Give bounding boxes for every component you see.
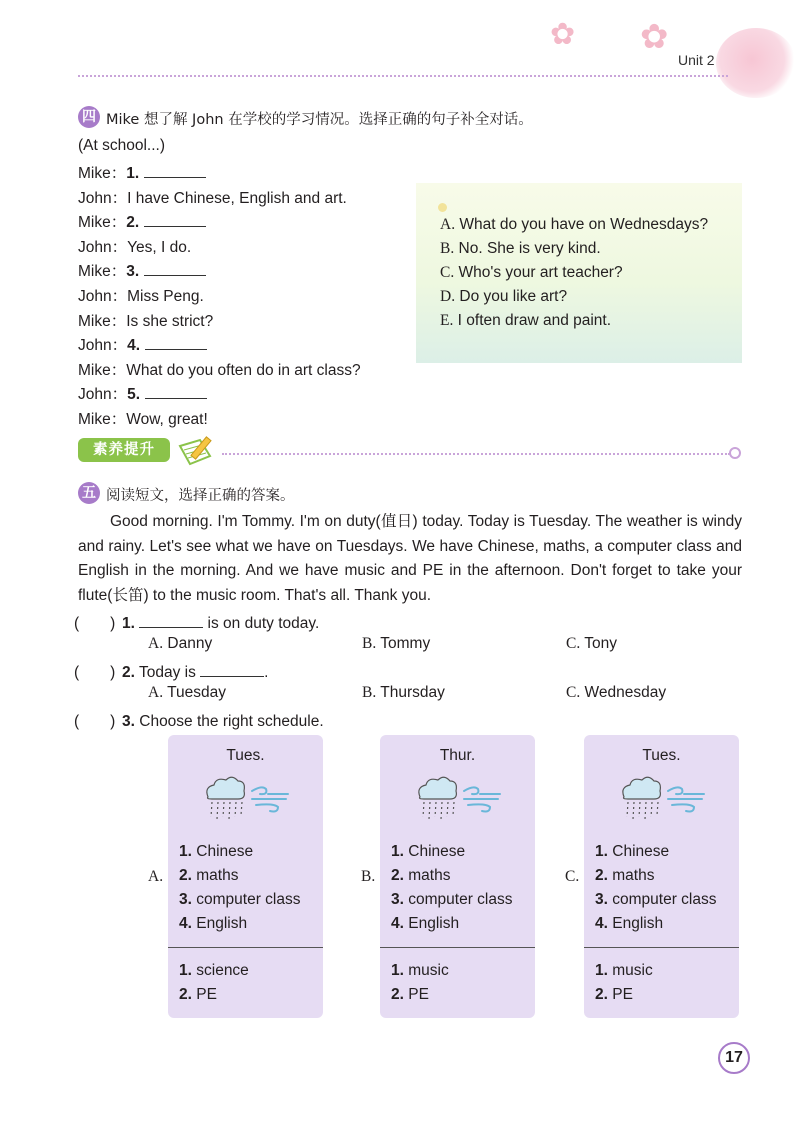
choice-item[interactable] bbox=[148, 635, 212, 653]
dialogue-line bbox=[78, 284, 204, 306]
morning-subject bbox=[179, 843, 253, 861]
dialogue-line bbox=[78, 309, 213, 331]
subject-name: computer class bbox=[408, 891, 513, 908]
choice-item[interactable] bbox=[362, 684, 445, 702]
windy-rainy-icon bbox=[414, 775, 504, 821]
subject-number: 2. bbox=[595, 986, 608, 1003]
subject-number: 4. bbox=[391, 915, 404, 932]
schedule-option-letter[interactable]: B. bbox=[361, 868, 376, 885]
morning-subject bbox=[595, 915, 663, 933]
answer-blank[interactable] bbox=[139, 614, 203, 628]
option-item bbox=[440, 264, 623, 282]
subject-number: 1. bbox=[179, 962, 192, 979]
flower-icon: ✿ bbox=[640, 18, 669, 56]
windy-rainy-icon bbox=[202, 775, 292, 821]
subject-name: English bbox=[612, 915, 664, 932]
dialogue-line bbox=[78, 382, 207, 404]
option-text: I often draw and paint. bbox=[457, 312, 612, 329]
question-row bbox=[74, 709, 324, 731]
subject-name: PE bbox=[196, 986, 217, 1003]
speaker-label: Mike： bbox=[78, 165, 127, 182]
speaker-label: Mike： bbox=[78, 312, 127, 330]
option-text: What do you have on Wednesdays? bbox=[459, 216, 709, 233]
section-title: Mike 想了解 John 在学校的学习情况。选择正确的句子补全对话。 bbox=[106, 112, 533, 128]
question-text: . bbox=[264, 664, 269, 681]
morning-subject bbox=[179, 915, 247, 933]
dialogue-text: What do you often do in art class? bbox=[126, 361, 361, 379]
choice-item[interactable] bbox=[566, 684, 666, 702]
schedule-card[interactable] bbox=[168, 735, 323, 1018]
speaker-label: John： bbox=[78, 288, 128, 305]
question-number: 3. bbox=[122, 713, 135, 730]
answer-blank[interactable] bbox=[200, 663, 264, 677]
question-number: 2. bbox=[122, 664, 135, 681]
blank-number: 2. bbox=[126, 214, 140, 232]
option-item bbox=[440, 216, 708, 234]
subject-number: 2. bbox=[595, 867, 608, 884]
subject-number: 1. bbox=[179, 843, 192, 860]
option-item bbox=[440, 312, 611, 330]
divider-end-circle bbox=[729, 447, 741, 459]
schedule-divider bbox=[168, 947, 323, 948]
subject-number: 1. bbox=[595, 843, 608, 860]
answer-blank[interactable] bbox=[144, 164, 206, 178]
option-item bbox=[440, 240, 601, 258]
dialogue-line bbox=[78, 210, 206, 232]
morning-subject bbox=[391, 915, 459, 933]
subject-name: Chinese bbox=[612, 843, 670, 860]
schedule-card[interactable] bbox=[584, 735, 739, 1018]
choice-text: Thursday bbox=[380, 684, 445, 701]
schedule-divider bbox=[380, 947, 535, 948]
question-text: Today is bbox=[138, 664, 201, 681]
choice-item[interactable] bbox=[148, 684, 226, 702]
afternoon-subject bbox=[179, 986, 217, 1004]
subject-number: 3. bbox=[391, 891, 404, 908]
subject-name: English bbox=[196, 915, 248, 932]
speaker-label: John： bbox=[78, 337, 128, 355]
option-item bbox=[440, 288, 567, 306]
subject-number: 2. bbox=[179, 986, 192, 1003]
reading-passage bbox=[78, 510, 742, 608]
morning-subject bbox=[391, 867, 450, 885]
morning-subject bbox=[179, 867, 238, 885]
answer-blank[interactable] bbox=[145, 385, 207, 399]
choice-letter: A. bbox=[148, 684, 164, 701]
subject-number: 2. bbox=[391, 867, 404, 884]
afternoon-subject bbox=[179, 962, 249, 980]
morning-subject bbox=[595, 867, 654, 885]
dialogue-text: Wow, great! bbox=[126, 411, 208, 428]
decor-dot bbox=[438, 203, 447, 212]
schedule-divider bbox=[584, 947, 739, 948]
option-letter: D. bbox=[440, 288, 456, 305]
speaker-label: Mike： bbox=[78, 263, 127, 281]
subject-number: 1. bbox=[391, 843, 404, 860]
options-box bbox=[416, 183, 742, 363]
literacy-divider bbox=[222, 453, 730, 455]
blank-number: 1. bbox=[126, 165, 140, 182]
schedule-card[interactable] bbox=[380, 735, 535, 1018]
option-letter: E. bbox=[440, 312, 454, 329]
speaker-label: Mike： bbox=[78, 214, 127, 232]
option-text: No. She is very kind. bbox=[458, 240, 601, 257]
choice-letter: B. bbox=[362, 684, 377, 701]
speaker-label: John： bbox=[78, 386, 128, 404]
windy-rainy-icon bbox=[618, 775, 708, 821]
dialogue-line bbox=[78, 161, 206, 183]
question-row bbox=[74, 611, 319, 633]
dialogue-text: Is she strict? bbox=[126, 312, 214, 330]
afternoon-subject bbox=[391, 962, 449, 980]
afternoon-subject bbox=[391, 986, 429, 1004]
answer-blank[interactable] bbox=[144, 262, 206, 276]
question-row bbox=[74, 660, 268, 682]
subject-name: PE bbox=[408, 986, 429, 1003]
passage-text: Good morning. I'm Tommy. I'm on duty(值日) today. Today is Tuesday. The weather is windy and rainy. Let's see what we have on Tuesdays. We have Chinese, maths, a computer class and English in the morning. And we have music and PE in the afternoon. Don't forget to take your flute(长笛) to the music room. That's all. Thank you. bbox=[78, 513, 742, 604]
schedule-option-letter[interactable]: A. bbox=[148, 868, 164, 885]
option-letter: A. bbox=[440, 216, 456, 233]
section-number-badge: 四 bbox=[78, 106, 100, 128]
choice-letter: B. bbox=[362, 635, 377, 652]
dialogue-text: Yes, I do. bbox=[127, 238, 192, 256]
question-text: is on duty today. bbox=[203, 615, 320, 632]
question-number: 1. bbox=[122, 615, 135, 632]
blank-number: 4. bbox=[127, 337, 141, 355]
choice-item[interactable] bbox=[566, 635, 617, 653]
answer-bracket[interactable]: ( ) bbox=[74, 615, 116, 632]
subject-name: music bbox=[408, 962, 449, 979]
subject-number: 1. bbox=[391, 962, 404, 979]
literacy-badge: 素养提升 bbox=[78, 438, 170, 462]
subject-name: Chinese bbox=[196, 843, 254, 860]
question-text: Choose the right schedule. bbox=[139, 713, 324, 730]
choice-text: Danny bbox=[167, 635, 213, 652]
choice-letter: A. bbox=[148, 635, 164, 652]
schedule-day: Tues. bbox=[226, 747, 265, 764]
subject-number: 2. bbox=[179, 867, 192, 884]
choice-letter: C. bbox=[566, 684, 581, 701]
subject-name: PE bbox=[612, 986, 633, 1003]
morning-subject bbox=[595, 843, 669, 861]
subject-name: maths bbox=[408, 867, 451, 884]
choice-text: Wednesday bbox=[584, 684, 667, 701]
section-number-badge: 五 bbox=[78, 482, 100, 504]
afternoon-subject bbox=[595, 962, 653, 980]
answer-bracket[interactable]: ( ) bbox=[74, 713, 116, 730]
subject-number: 1. bbox=[595, 962, 608, 979]
choice-text: Tuesday bbox=[167, 684, 226, 701]
header-decoration-blob bbox=[716, 28, 796, 98]
speaker-label: John： bbox=[78, 238, 128, 256]
dialogue-line bbox=[78, 259, 206, 281]
flower-icon: ✿ bbox=[550, 18, 576, 51]
subject-name: computer class bbox=[612, 891, 717, 908]
morning-subject bbox=[595, 891, 716, 909]
dialogue-line bbox=[78, 186, 347, 208]
subject-name: science bbox=[196, 962, 249, 979]
morning-subject bbox=[179, 891, 300, 909]
answer-blank[interactable] bbox=[145, 336, 207, 350]
afternoon-subject bbox=[595, 986, 633, 1004]
subject-name: computer class bbox=[196, 891, 301, 908]
speaker-label: Mike： bbox=[78, 411, 127, 428]
blank-number: 3. bbox=[126, 263, 140, 281]
subject-number: 4. bbox=[179, 915, 192, 932]
subject-number: 2. bbox=[391, 986, 404, 1003]
schedule-day: Tues. bbox=[642, 747, 681, 764]
dialogue-scene: (At school...) bbox=[78, 137, 165, 154]
schedule-day: Thur. bbox=[439, 747, 476, 764]
blank-number: 5. bbox=[127, 386, 141, 404]
dialogue-line bbox=[78, 358, 361, 380]
subject-name: maths bbox=[196, 867, 239, 884]
option-letter: B. bbox=[440, 240, 455, 257]
schedule-option-letter[interactable]: C. bbox=[565, 868, 580, 885]
morning-subject bbox=[391, 843, 465, 861]
choice-item[interactable] bbox=[362, 635, 430, 653]
choice-letter: C. bbox=[566, 635, 581, 652]
answer-bracket[interactable]: ( ) bbox=[74, 664, 116, 681]
subject-name: maths bbox=[612, 867, 655, 884]
section-title: 阅读短文，选择正确的答案。 bbox=[106, 488, 295, 504]
subject-number: 3. bbox=[179, 891, 192, 908]
choice-text: Tony bbox=[584, 635, 617, 652]
subject-number: 3. bbox=[595, 891, 608, 908]
answer-blank[interactable] bbox=[144, 213, 206, 227]
dialogue-line bbox=[78, 333, 207, 355]
option-letter: C. bbox=[440, 264, 455, 281]
subject-name: English bbox=[408, 915, 460, 932]
option-text: Who's your art teacher? bbox=[458, 264, 623, 281]
subject-name: music bbox=[612, 962, 653, 979]
speaker-label: John： bbox=[78, 189, 128, 207]
dialogue-text: Miss Peng. bbox=[127, 288, 204, 305]
subject-number: 4. bbox=[595, 915, 608, 932]
choice-text: Tommy bbox=[380, 635, 431, 652]
page-number: 17 bbox=[718, 1042, 750, 1074]
notebook-pencil-icon bbox=[176, 432, 218, 468]
unit-label: Unit 2 bbox=[678, 52, 715, 68]
dialogue-line bbox=[78, 407, 208, 429]
dialogue-text: I have Chinese, English and art. bbox=[127, 189, 347, 207]
option-text: Do you like art? bbox=[459, 288, 568, 305]
speaker-label: Mike： bbox=[78, 361, 127, 379]
subject-name: Chinese bbox=[408, 843, 466, 860]
header-divider bbox=[78, 75, 728, 77]
morning-subject bbox=[391, 891, 512, 909]
dialogue-line bbox=[78, 235, 191, 257]
